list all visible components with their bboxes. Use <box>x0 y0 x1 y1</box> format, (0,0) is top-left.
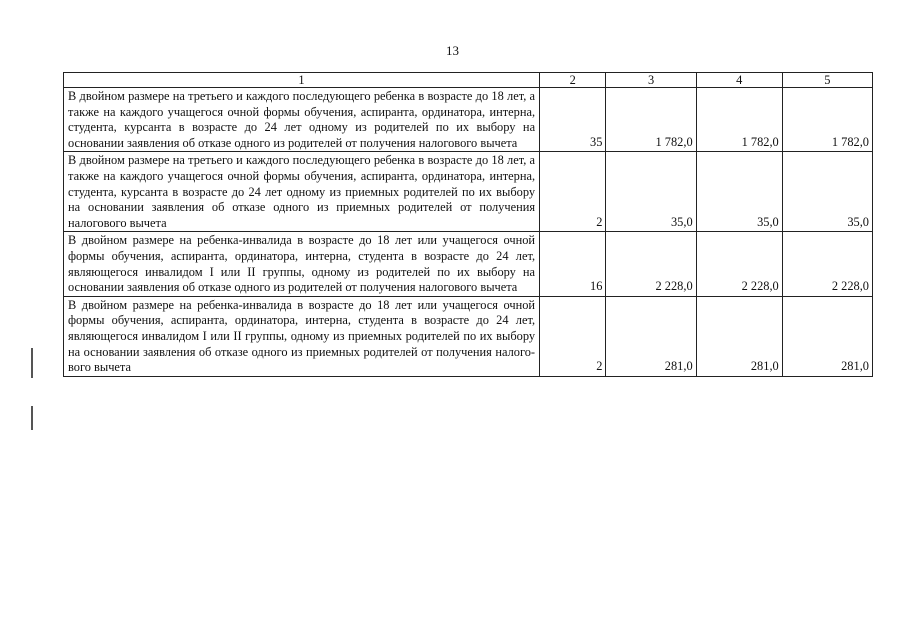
table-header <box>64 73 873 88</box>
row-description: В двойном размере на ребенка-инвалида в возрасте до 18 лет или учащегося очной формы обучения, аспиранта, ординатора, интерна, студента в возрасте до 24 лет, являющегося инвалидом I или II группы, одному из родителей по их выбору на основании заявления об отказе одного из родителей от получения налогового вычета <box>64 232 540 296</box>
header-col-5: 5 <box>782 73 872 88</box>
row-col-2: 2 <box>540 152 606 232</box>
row-col-3: 1 782,0 <box>606 88 696 152</box>
row-description: В двойном размере на третьего и каждого последующего ребенка в возрасте до 18 лет, а также на каждого учащегося очной формы обучения, аспиранта, ординатора, интерна, студента, курсанта в возрасте до 24 лет одному из родителей по их выбору на основании заявления об отказе одного из родителей от получения налогового вычета <box>64 88 540 152</box>
header-col-3: 3 <box>606 73 696 88</box>
binding-mark <box>31 348 33 378</box>
table-row <box>64 152 873 232</box>
row-col-5: 35,0 <box>782 152 872 232</box>
row-col-4: 35,0 <box>696 152 782 232</box>
row-col-3: 2 228,0 <box>606 232 696 296</box>
header-col-1: 1 <box>64 73 540 88</box>
row-col-5: 2 228,0 <box>782 232 872 296</box>
row-col-5: 281,0 <box>782 296 872 376</box>
page-number: 13 <box>446 43 459 58</box>
header-row <box>64 73 873 88</box>
row-col-2: 2 <box>540 296 606 376</box>
binding-mark <box>31 406 33 430</box>
table-row <box>64 88 873 152</box>
header-col-2: 2 <box>540 73 606 88</box>
row-col-3: 35,0 <box>606 152 696 232</box>
header-col-4: 4 <box>696 73 782 88</box>
row-col-3: 281,0 <box>606 296 696 376</box>
table-row <box>64 296 873 376</box>
deductions-table <box>63 72 873 377</box>
row-col-4: 2 228,0 <box>696 232 782 296</box>
row-col-4: 281,0 <box>696 296 782 376</box>
row-col-2: 35 <box>540 88 606 152</box>
row-col-5: 1 782,0 <box>782 88 872 152</box>
row-description: В двойном размере на ребенка-инвалида в возрасте до 18 лет или учащегося очной формы обучения, аспиранта, ординатора, интерна, студента в возрасте до 24 лет, являющегося инвалидом I или II группы, одному из приемных родителей по их выбору на основании заявления об отказе одного из приемных родителей от получения налогового вычета <box>64 296 540 376</box>
row-col-4: 1 782,0 <box>696 88 782 152</box>
table-row <box>64 232 873 296</box>
row-description: В двойном размере на третьего и каждого последующего ребенка в возрасте до 18 лет, а также на каждого учащегося очной формы обучения, аспиранта, ординатора, интерна, студента, курсанта в возрасте до 24 лет одному из приемных родителей по их выбору на основании заявления об отказе одного из приемных родителей от получения налогового вычета <box>64 152 540 232</box>
table-body <box>64 88 873 377</box>
row-col-2: 16 <box>540 232 606 296</box>
